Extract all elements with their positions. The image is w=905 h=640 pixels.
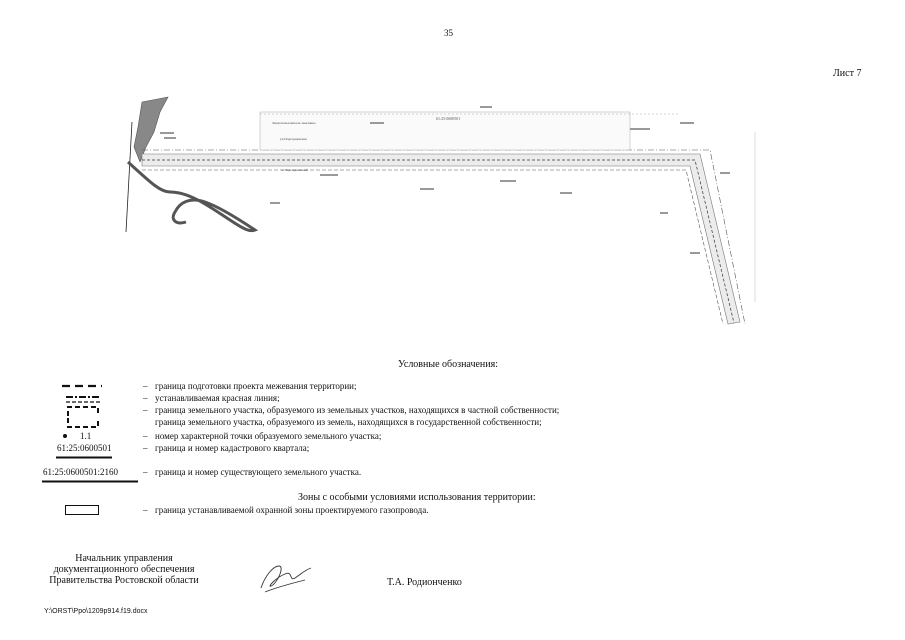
legend-dash: –	[143, 405, 148, 415]
project-boundary-symbol	[62, 384, 102, 388]
legend-dash: –	[143, 443, 148, 453]
signatory-position	[44, 553, 204, 586]
legend-text: номер характерной точки образуемого земельного участка;	[155, 431, 382, 441]
legend-text: устанавливаемая красная линия;	[155, 393, 280, 403]
quarter-number: 61:25:0600501	[57, 443, 112, 453]
parcel-boundary-symbol	[42, 480, 138, 483]
parcel-number: 61:25:0600501:2160	[43, 467, 119, 477]
legend-text: граница устанавливаемой охранной зоны проектируемого газопровода.	[155, 505, 429, 515]
pipeline-axis	[142, 160, 734, 323]
legend-dash: –	[143, 381, 148, 391]
legend-text: граница подготовки проекта межевания территории;	[155, 381, 357, 391]
legend-dash: –	[143, 505, 148, 515]
red-line-symbol	[66, 394, 100, 404]
quarter-boundary-line	[126, 122, 132, 232]
private-parcel-symbol	[66, 405, 100, 417]
position-line: Правительства Ростовской области	[49, 575, 199, 586]
legend-title: Условные обозначения:	[398, 359, 499, 370]
map-label-quarter: 61:25:0600501	[436, 116, 461, 121]
legend-dash: –	[143, 393, 148, 403]
gas-pipeline-corridor	[142, 154, 740, 324]
sheet-label: Лист 7	[833, 68, 862, 79]
river-shape	[134, 97, 168, 162]
quarter-boundary-symbol	[56, 456, 112, 459]
legend-dash: –	[143, 431, 148, 441]
parcel-boundary	[142, 170, 723, 324]
legend-text: граница и номер кадастрового квартала;	[155, 443, 310, 453]
point-number: 1.1	[80, 431, 92, 441]
map-label-settlement: ч. Подгорненский	[281, 168, 308, 172]
map-label-owner: Землепользователь заказчика	[272, 121, 316, 125]
signatory-name: Т.А. Родионченко	[387, 577, 462, 588]
protection-zone-symbol	[65, 505, 99, 515]
winding-road	[128, 162, 255, 231]
position-line: документационного обеспечения	[53, 564, 195, 575]
point-icon	[63, 434, 67, 438]
legend-dash: –	[143, 467, 148, 477]
legend-text: граница земельного участка, образуемого из земельных участков, находящихся в частной собственности;	[155, 405, 560, 415]
handwritten-signature	[255, 558, 315, 596]
position-line: Начальник управления	[75, 553, 173, 564]
map-label-street: ул.Подгорненская	[280, 137, 307, 141]
cadastral-map	[120, 92, 760, 342]
page-number: 35	[444, 28, 453, 38]
legend-text: граница земельного участка, образуемого из земель, находящихся в государственной собственности;	[155, 417, 542, 427]
file-path: Y:\ORST\Ppo\1209p914.f19.docx	[44, 608, 148, 615]
zones-title: Зоны с особыми условиями использования территории:	[298, 492, 536, 503]
state-parcel-symbol	[66, 417, 100, 429]
red-line	[142, 150, 745, 324]
legend-text: граница и номер существующего земельного участка.	[155, 467, 362, 477]
